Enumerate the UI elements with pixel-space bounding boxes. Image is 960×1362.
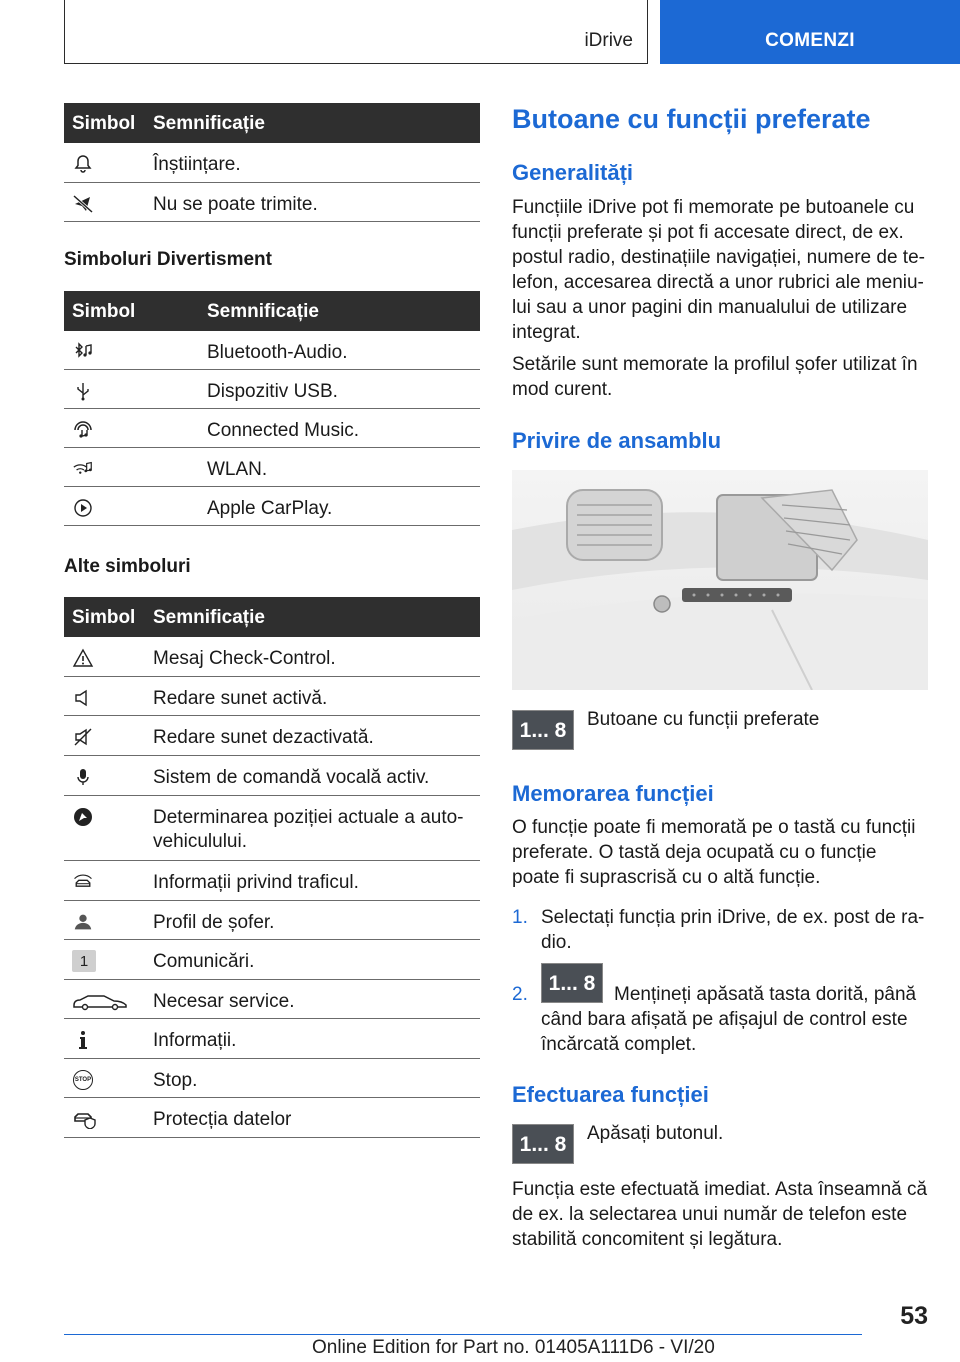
col-symbol: Simbol bbox=[72, 301, 136, 322]
warning-icon bbox=[72, 647, 94, 669]
step-2-number: 2. bbox=[512, 984, 528, 1005]
info-icon bbox=[72, 1029, 94, 1051]
col-meaning: Semnificație bbox=[207, 301, 319, 322]
execute-paragraph: Funcția este efectuată imediat. Asta înseamnă că de ex. la selectarea unui număr de telefon este stabilită concomitent și legătura. bbox=[512, 1179, 928, 1250]
table-row bbox=[64, 487, 480, 526]
header-section-box bbox=[64, 0, 648, 64]
row-text: Redare sunet dezactivată. bbox=[153, 727, 374, 748]
table-row bbox=[64, 370, 480, 409]
row-text: Bluetooth-Audio. bbox=[207, 342, 348, 363]
wlan-icon bbox=[72, 458, 94, 480]
table-header bbox=[64, 103, 480, 143]
table-row bbox=[64, 940, 480, 980]
step-1-text: Selectați funcția prin iDrive, de ex. post de ra-dio. bbox=[541, 907, 925, 953]
table-row bbox=[64, 677, 480, 716]
table-row bbox=[64, 980, 480, 1019]
symbols-table-entertainment bbox=[64, 291, 480, 526]
table-row bbox=[64, 409, 480, 448]
row-text: Determinarea poziției actuale a auto-vehiculului. bbox=[153, 807, 464, 852]
connected-music-icon bbox=[72, 419, 94, 441]
table-row bbox=[64, 901, 480, 940]
general-paragraph-2: Setările sunt memorate la profilul șofer utilizat în mod curent. bbox=[512, 354, 918, 400]
memorize-paragraph: O funcție poate fi memorată pe o tastă cu funcții preferate. O tastă deja ocupată cu o funcție poate fi suprascrisă cu o altă funcție. bbox=[512, 817, 916, 888]
col-symbol: Simbol bbox=[72, 113, 136, 134]
table-row bbox=[64, 1059, 480, 1098]
general-paragraph-1: Funcțiile iDrive pot fi memorate pe butoanele cu funcții preferate și pot fi accesate direct, de ex. postul radio, destinațiile navigației, numere de te-lefon, accesarea directă a unor rubrici ale meniu-lui sau a unor pagini din manualului de utilizare integrat. bbox=[512, 197, 925, 343]
general-heading: Generalități bbox=[512, 160, 634, 185]
header-chapter-label: COMENZI bbox=[765, 30, 855, 51]
table-row bbox=[64, 796, 480, 861]
table-row bbox=[64, 861, 480, 901]
other-title: Alte simboluri bbox=[64, 556, 191, 577]
memorize-heading: Memorarea funcției bbox=[512, 781, 714, 806]
table-row bbox=[64, 716, 480, 756]
row-text: Înștiințare. bbox=[153, 154, 241, 175]
overview-heading: Privire de ansamblu bbox=[512, 428, 722, 453]
bluetooth-audio-icon bbox=[72, 341, 94, 363]
dashboard-illustration bbox=[512, 470, 928, 690]
row-text: Nu se poate trimite. bbox=[153, 194, 318, 215]
footer-edition: Online Edition for Part no. 01405A111D6 - VI/20 bbox=[312, 1337, 715, 1358]
entertainment-title: Simboluri Divertisment bbox=[64, 249, 272, 270]
col-symbol: Simbol bbox=[72, 607, 136, 628]
stop-icon bbox=[72, 1069, 94, 1091]
footer-divider bbox=[64, 1334, 862, 1335]
row-text: Stop. bbox=[153, 1070, 198, 1091]
symbols-table-notifications bbox=[64, 103, 480, 222]
favorite-buttons-badge: 1... 8 bbox=[512, 1124, 574, 1164]
row-text: Profil de șofer. bbox=[153, 912, 275, 933]
row-text: Informații privind traficul. bbox=[153, 872, 359, 893]
row-text: Informații. bbox=[153, 1030, 237, 1051]
execute-step-text: Apăsați butonul. bbox=[587, 1123, 724, 1144]
speaker-icon bbox=[72, 687, 94, 709]
position-icon bbox=[72, 806, 94, 828]
header-chapter-tab[interactable] bbox=[660, 0, 960, 64]
table-row bbox=[64, 183, 480, 222]
traffic-icon bbox=[72, 871, 94, 893]
step-2-text: Mențineți apăsată tasta dorită, până când bara afișată pe afișajul de control este încărcată complet. bbox=[541, 984, 917, 1055]
communication-badge: 1 bbox=[79, 952, 89, 970]
symbols-table-other bbox=[64, 597, 480, 1138]
table-row bbox=[64, 756, 480, 796]
profile-icon bbox=[72, 911, 94, 933]
service-car-icon bbox=[72, 990, 128, 1012]
execute-heading: Efectuarea funcției bbox=[512, 1082, 709, 1107]
favorite-buttons-badge: 1... 8 bbox=[512, 710, 574, 750]
table-row bbox=[64, 143, 480, 183]
col-meaning: Semnificație bbox=[153, 607, 265, 628]
header-section-label: iDrive bbox=[584, 30, 633, 51]
row-text: Dispozitiv USB. bbox=[207, 381, 338, 402]
page-title: Butoane cu funcții preferate bbox=[512, 104, 871, 134]
row-text: Sistem de comandă vocală activ. bbox=[153, 767, 430, 788]
carplay-icon bbox=[72, 497, 94, 519]
usb-icon bbox=[72, 380, 94, 402]
no-send-icon bbox=[72, 193, 94, 215]
table-row bbox=[64, 1098, 480, 1138]
row-text: WLAN. bbox=[207, 459, 268, 480]
microphone-icon bbox=[72, 766, 94, 788]
table-row bbox=[64, 1019, 480, 1059]
page-number: 53 bbox=[900, 1302, 928, 1330]
table-row bbox=[64, 448, 480, 487]
data-protection-icon bbox=[72, 1108, 98, 1130]
image-caption: Butoane cu funcții preferate bbox=[587, 709, 820, 730]
row-text: Connected Music. bbox=[207, 420, 360, 441]
table-header bbox=[64, 597, 480, 637]
col-meaning: Semnificație bbox=[153, 113, 265, 134]
row-text: Apple CarPlay. bbox=[207, 498, 333, 519]
row-text: Comunicări. bbox=[153, 951, 255, 972]
communication-icon bbox=[72, 950, 96, 972]
speaker-off-icon bbox=[72, 726, 94, 748]
row-text: Redare sunet activă. bbox=[153, 688, 328, 709]
step-1-number: 1. bbox=[512, 907, 528, 928]
row-text: Necesar service. bbox=[153, 991, 295, 1012]
row-text: Protecția datelor bbox=[153, 1109, 292, 1130]
row-text: Mesaj Check-Control. bbox=[153, 648, 336, 669]
table-row bbox=[64, 331, 480, 370]
stop-badge: STOP bbox=[74, 1077, 92, 1083]
table-header bbox=[64, 291, 480, 331]
table-row bbox=[64, 637, 480, 677]
favorite-buttons-badge: 1... 8 bbox=[541, 963, 603, 1003]
bell-icon bbox=[72, 153, 94, 175]
